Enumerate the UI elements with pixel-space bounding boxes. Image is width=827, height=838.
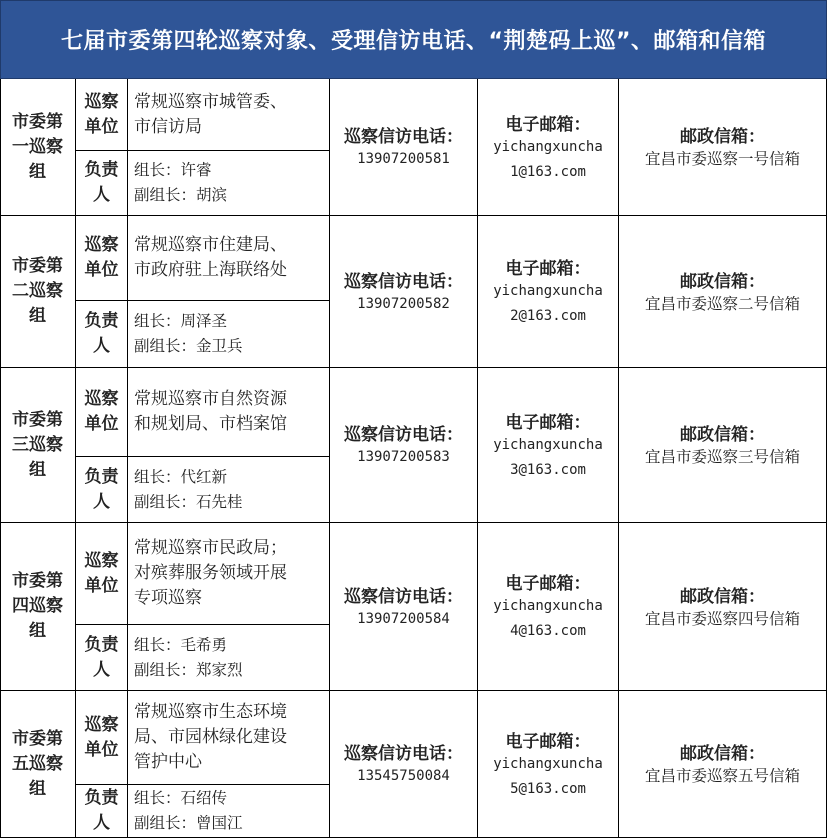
email-address-line: 5@163.com — [510, 780, 586, 797]
leader-text-cell — [128, 151, 330, 216]
group-name: 市委第二巡察组 — [12, 256, 63, 326]
leader-label: 负责人 — [84, 466, 119, 512]
group-name: 市委第四巡察组 — [12, 571, 63, 641]
mailbox-name: 宜昌市委巡察二号信箱 — [644, 294, 800, 313]
unit-label: 巡察单位 — [84, 389, 119, 434]
group-name: 市委第五巡察组 — [12, 728, 63, 799]
phone-label: 巡察信访电话： — [344, 425, 463, 445]
unit-label: 巡察单位 — [84, 550, 119, 596]
unit-text-line: 市政府驻上海联络处 — [134, 260, 287, 280]
unit-text-line: 对殡葬服务领域开展 — [134, 563, 287, 583]
phone-number: 13907200582 — [357, 295, 450, 312]
unit-text-line: 局、市园林绿化建设 — [134, 727, 287, 747]
phone-number: 13907200581 — [357, 151, 450, 167]
mailbox-label: 邮政信箱： — [680, 271, 765, 292]
email-address-line: 4@163.com — [510, 623, 586, 639]
leader-text-cell — [128, 785, 330, 838]
unit-label: 巡察单位 — [84, 235, 119, 280]
mailbox-name: 宜昌市委巡察三号信箱 — [644, 448, 800, 466]
group-name-cell — [0, 691, 76, 838]
group-name-cell — [0, 216, 76, 368]
email-address-line: yichangxuncha — [493, 283, 603, 299]
unit-label-cell — [76, 216, 128, 301]
email-cell — [478, 216, 619, 368]
email-label: 电子邮箱： — [505, 574, 591, 594]
leader-label: 负责人 — [84, 311, 119, 356]
group-name-cell — [0, 368, 76, 523]
phone-cell — [330, 523, 478, 691]
group-name-cell — [0, 79, 76, 216]
unit-text-cell — [128, 523, 330, 625]
leader-label-cell — [76, 785, 128, 838]
phone-cell — [330, 216, 478, 368]
unit-text-line: 管护中心 — [134, 752, 202, 772]
leader-text-line: 组长：代红新 — [134, 467, 228, 486]
unit-text-line: 常规巡察市城管委、 — [134, 91, 287, 112]
leader-label: 负责人 — [84, 788, 119, 833]
leader-label-cell — [76, 457, 128, 523]
email-label: 电子邮箱： — [505, 114, 591, 135]
unit-text-line: 常规巡察市民政局； — [134, 538, 287, 558]
leader-label-cell — [76, 301, 128, 368]
unit-text-line: 专项巡察 — [134, 588, 202, 608]
leader-text-cell — [128, 457, 330, 523]
unit-text-line: 常规巡察市住建局、 — [134, 235, 287, 255]
unit-label: 巡察单位 — [84, 714, 119, 760]
leader-text-line: 副组长：胡滨 — [134, 186, 228, 204]
leader-text-line: 组长：周泽圣 — [134, 312, 228, 330]
mailbox-label: 邮政信箱： — [680, 127, 765, 147]
phone-cell — [330, 691, 478, 838]
mailbox-name: 宜昌市委巡察五号信箱 — [644, 767, 800, 785]
email-address-line: 2@163.com — [510, 308, 586, 324]
unit-text-cell — [128, 216, 330, 301]
email-label: 电子邮箱： — [505, 259, 591, 279]
mailbox-cell — [619, 216, 827, 368]
leader-text-line: 副组长：金卫兵 — [134, 337, 243, 355]
email-address-line: yichangxuncha — [493, 598, 603, 614]
leader-text-line: 副组长：石先桂 — [134, 492, 243, 511]
unit-text-line: 常规巡察市自然资源 — [134, 389, 287, 409]
leader-text-cell — [128, 625, 330, 691]
group-name: 市委第三巡察组 — [12, 409, 63, 480]
page-title: 七届市委第四轮巡察对象、受理信访电话、“荆楚码上巡”、邮箱和信箱 — [0, 0, 827, 79]
inspection-table — [0, 79, 827, 838]
phone-cell — [330, 368, 478, 523]
email-cell — [478, 523, 619, 691]
phone-number: 13545750084 — [357, 768, 450, 784]
phone-number: 13907200584 — [357, 610, 450, 627]
unit-text-cell — [128, 79, 330, 151]
email-cell — [478, 368, 619, 523]
leader-text-cell — [128, 301, 330, 368]
unit-text-line: 常规巡察市生态环境 — [134, 702, 287, 722]
mailbox-cell — [619, 523, 827, 691]
email-label: 电子邮箱： — [505, 412, 591, 433]
mailbox-label: 邮政信箱： — [680, 586, 765, 607]
mailbox-cell — [619, 691, 827, 838]
leader-text-line: 副组长：曾国江 — [134, 814, 243, 832]
phone-label: 巡察信访电话： — [344, 744, 463, 764]
mailbox-cell — [619, 368, 827, 523]
group-name-cell — [0, 523, 76, 691]
unit-label-cell — [76, 523, 128, 625]
leader-label: 负责人 — [84, 634, 119, 680]
leader-text-line: 组长：石绍传 — [134, 789, 228, 807]
unit-label-cell — [76, 79, 128, 151]
phone-label: 巡察信访电话： — [344, 271, 463, 292]
email-cell — [478, 691, 619, 838]
unit-label-cell — [76, 368, 128, 457]
leader-text-line: 组长：毛希勇 — [134, 635, 228, 654]
mailbox-name: 宜昌市委巡察一号信箱 — [644, 150, 800, 168]
phone-label: 巡察信访电话： — [344, 586, 463, 607]
leader-label-cell — [76, 625, 128, 691]
leader-text-line: 副组长：郑家烈 — [134, 660, 243, 679]
phone-label: 巡察信访电话： — [344, 127, 463, 147]
email-address-line: 1@163.com — [510, 163, 586, 180]
phone-cell — [330, 79, 478, 216]
unit-text-cell — [128, 691, 330, 785]
email-address-line: yichangxuncha — [493, 436, 603, 453]
mailbox-label: 邮政信箱： — [680, 744, 765, 764]
email-label: 电子邮箱： — [505, 731, 591, 752]
mailbox-cell — [619, 79, 827, 216]
unit-label: 巡察单位 — [84, 91, 119, 137]
leader-text-line: 组长：许睿 — [134, 161, 212, 179]
leader-label: 负责人 — [84, 160, 119, 205]
mailbox-label: 邮政信箱： — [680, 425, 765, 445]
unit-text-line: 市信访局 — [134, 116, 202, 137]
unit-text-cell — [128, 368, 330, 457]
group-name: 市委第一巡察组 — [12, 111, 63, 182]
email-address-line: yichangxuncha — [493, 755, 603, 772]
email-address-line: 3@163.com — [510, 461, 586, 478]
unit-label-cell — [76, 691, 128, 785]
email-cell — [478, 79, 619, 216]
unit-text-line: 和规划局、市档案馆 — [134, 414, 287, 434]
email-address-line: yichangxuncha — [493, 138, 603, 155]
phone-number: 13907200583 — [357, 449, 450, 465]
mailbox-name: 宜昌市委巡察四号信箱 — [644, 609, 800, 628]
leader-label-cell — [76, 151, 128, 216]
